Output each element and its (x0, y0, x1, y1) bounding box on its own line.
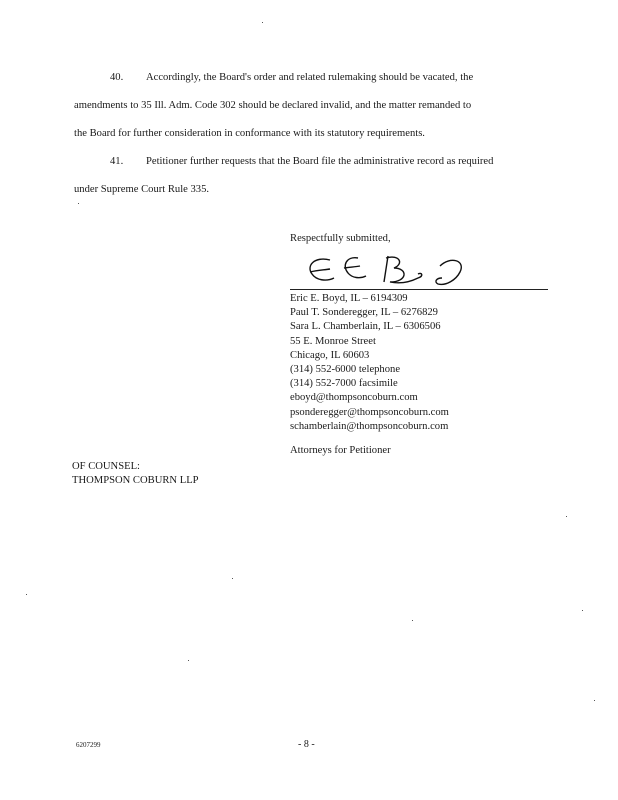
contact-line: 55 E. Monroe Street (290, 335, 376, 347)
scan-speck (232, 578, 233, 579)
signature-block (290, 232, 570, 246)
firm-name: THOMPSON COBURN LLP (72, 475, 199, 486)
contact-line: schamberlain@thompsoncoburn.com (290, 420, 449, 432)
paragraph-line: the Board for further consideration in conformance with its statutory requirements. (74, 128, 425, 139)
scan-speck (412, 620, 413, 621)
contact-line: (314) 552-6000 telephone (290, 364, 401, 376)
document-id: 6207299 (76, 741, 101, 749)
paragraph-line: under Supreme Court Rule 335. (74, 184, 210, 195)
contact-line: (314) 552-7000 facsimile (290, 378, 398, 390)
paragraph-line: amendments to 35 Ill. Adm. Code 302 should be declared invalid, and the matter remanded to (74, 100, 472, 111)
contact-line: Sara L. Chamberlain, IL – 6306506 (290, 321, 441, 333)
scan-speck (78, 203, 79, 204)
paragraph-number: 41. (110, 156, 124, 167)
contact-line: Chicago, IL 60603 (290, 349, 370, 361)
scan-speck (594, 700, 595, 701)
contact-line: Paul T. Sonderegger, IL – 6276829 (290, 307, 438, 319)
scan-speck (262, 22, 263, 23)
scan-speck (26, 594, 27, 595)
page-number: - 8 - (298, 739, 315, 750)
scan-speck (188, 660, 189, 661)
contact-line: eboyd@thompsoncoburn.com (290, 392, 418, 404)
paragraph-line: Petitioner further requests that the Board file the administrative record as required (146, 156, 494, 167)
paragraph-line: Accordingly, the Board's order and related rulemaking should be vacated, the (146, 72, 474, 83)
signature-line (290, 289, 548, 290)
scan-speck (582, 610, 583, 611)
attorney-contacts (290, 292, 570, 434)
of-counsel-label: OF COUNSEL: (72, 461, 140, 472)
scan-speck (566, 516, 567, 517)
of-counsel-block (72, 460, 199, 488)
contact-line: psonderegger@thompsoncoburn.com (290, 406, 449, 418)
attorneys-for-label: Attorneys for Petitioner (290, 445, 391, 456)
paragraph-number: 40. (110, 72, 124, 83)
handwritten-signature (300, 252, 470, 292)
contact-line: Eric E. Boyd, IL – 6194309 (290, 293, 408, 304)
closing-text: Respectfully submitted, (290, 233, 391, 244)
